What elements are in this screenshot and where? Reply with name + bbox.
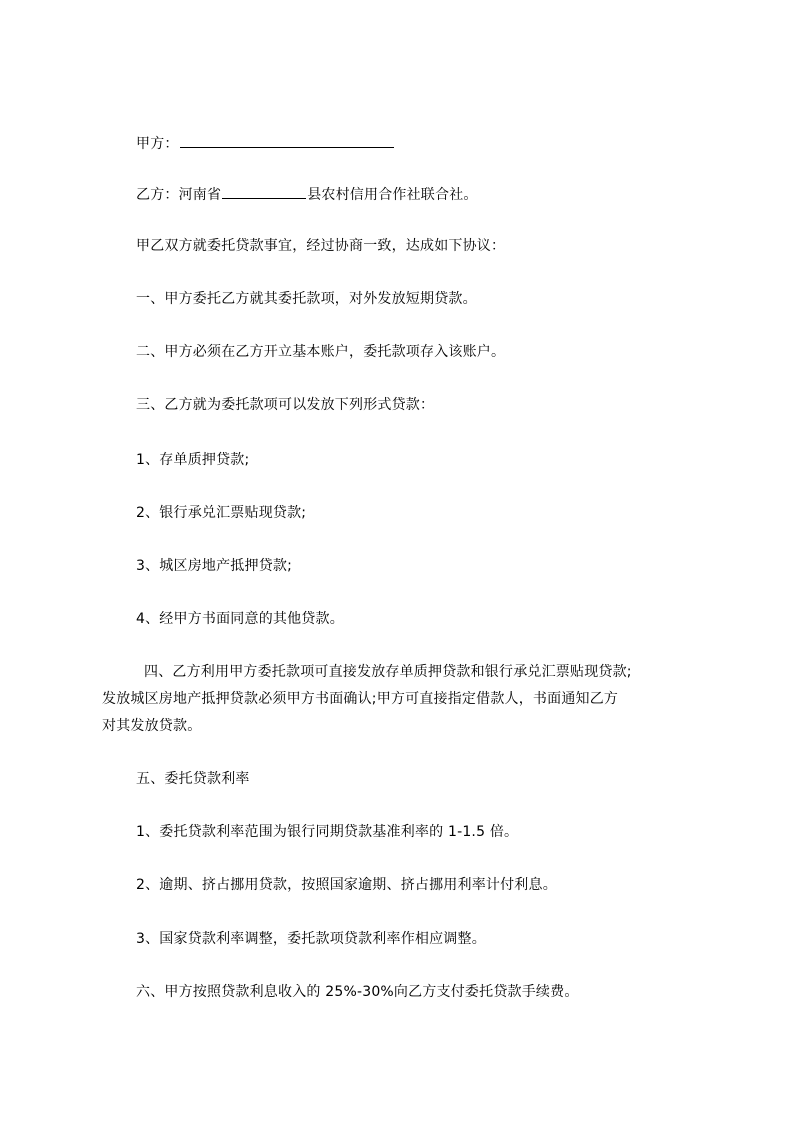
clause-3-item: 4、经甲方书面同意的其他贷款。 <box>136 611 344 627</box>
clause-5-item: 3、国家贷款利率调整，委托款项贷款利率作相应调整。 <box>136 931 486 947</box>
clause-5-item: 1、委托贷款利率范围为银行同期贷款基准利率的 1-1.5 倍。 <box>136 824 519 840</box>
clause-3-item: 1、存单质押贷款; <box>136 452 250 468</box>
party-a-blank <box>180 133 394 148</box>
intro-text: 甲乙双方就委托贷款事宜，经过协商一致，达成如下协议： <box>136 238 506 254</box>
party-a-line <box>136 133 395 154</box>
clause-3: 三、乙方就为委托款项可以发放下列形式贷款： <box>136 397 435 413</box>
clause-6: 六、甲方按照贷款利息收入的 25%-30%向乙方支付委托贷款手续费。 <box>136 984 579 1000</box>
party-b-prefix: 乙方：河南省 <box>136 187 222 203</box>
clause-4-line-1: 四、乙方利用甲方委托款项可直接发放存单质押贷款和银行承兑汇票贴现贷款; <box>144 664 632 680</box>
clause-2: 二、甲方必须在乙方开立基本账户，委托款项存入该账户。 <box>136 344 506 360</box>
party-b-county-blank <box>222 184 306 199</box>
clause-3-item: 3、城区房地产抵押贷款; <box>136 558 293 574</box>
clause-5: 五、委托贷款利率 <box>136 771 250 787</box>
party-a-label: 甲方： <box>136 136 179 152</box>
clause-4-line-3: 对其发放贷款。 <box>102 718 202 734</box>
clause-1: 一、甲方委托乙方就其委托款项，对外发放短期贷款。 <box>136 291 477 307</box>
party-b-line <box>136 184 478 205</box>
clause-3-item: 2、银行承兑汇票贴现贷款; <box>136 505 307 521</box>
party-b-suffix: 县农村信用合作社联合社。 <box>307 187 478 203</box>
clause-4-line-2: 发放城区房地产抵押贷款必须甲方书面确认;甲方可直接指定借款人，书面通知乙方 <box>102 691 619 707</box>
clause-5-item: 2、逾期、挤占挪用贷款，按照国家逾期、挤占挪用利率计付利息。 <box>136 877 557 893</box>
